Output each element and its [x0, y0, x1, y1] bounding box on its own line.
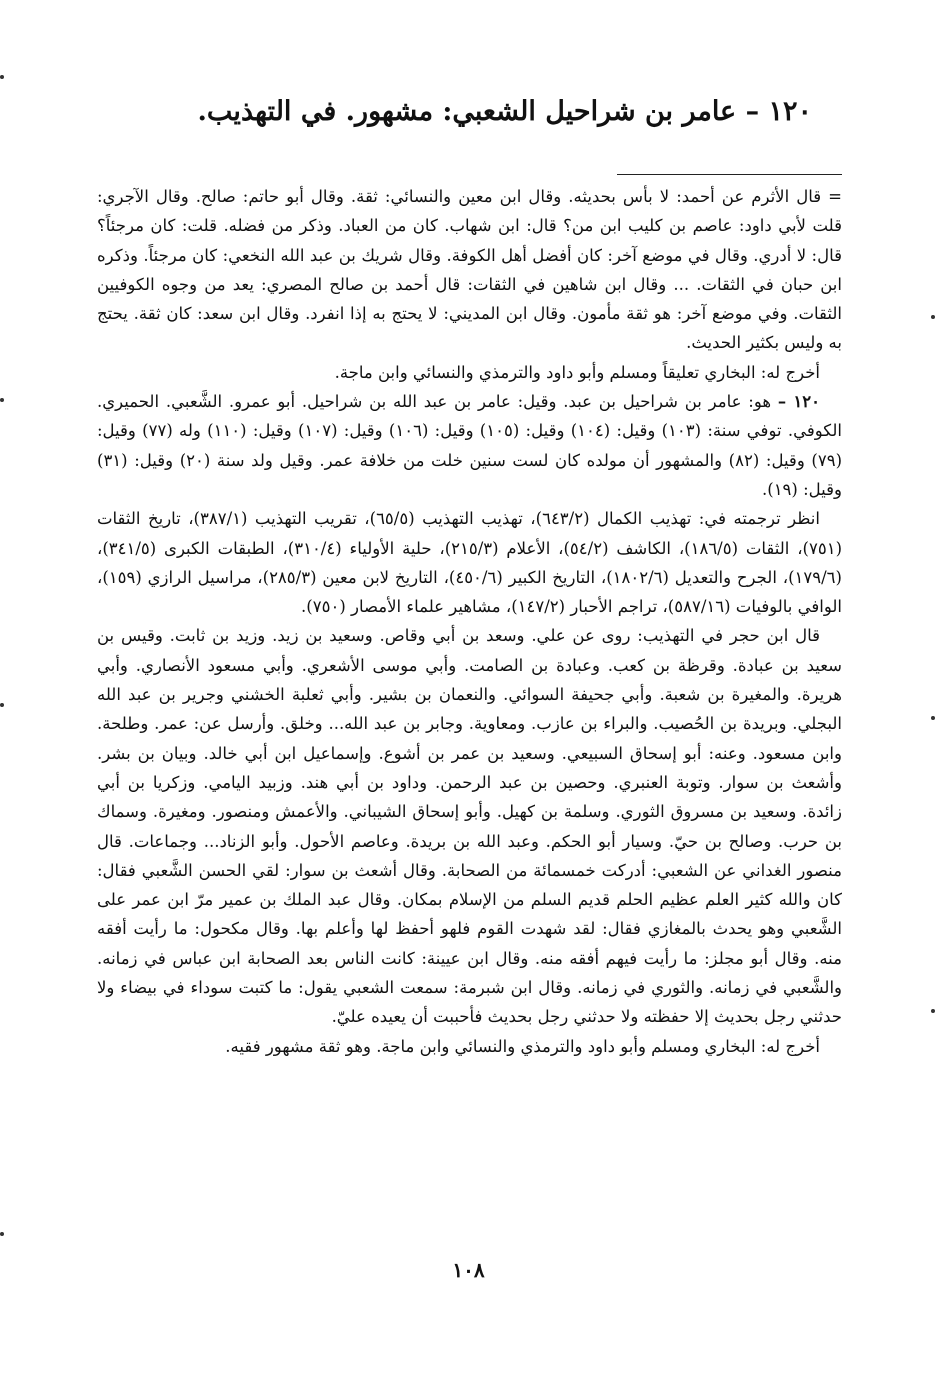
entry-number: ١٢٠: [768, 96, 812, 127]
footnote-takhrij-previous: أخرج له: البخاري تعليقاً ومسلم وأبو داود والترمذي والنسائي وابن ماجة.: [334, 362, 820, 382]
footnote-takhrij: أخرج له: البخاري ومسلم وأبو داود والترمذي والنسائي وابن ماجة. وهو ثقة مشهور فقيه.: [225, 1036, 820, 1056]
footnote-biography-text: هو: عامر بن شراحيل بن عبد. وقيل: عامر بن عبد الله بن شراحيل. أبو عمرو. الشَّعبي. الحميري. الكوفي. توفي سنة: (١٠٣) وقيل: (١٠٤) وقيل: (١٠٥) وقيل: (١٠٦) وقيل: (١٠٧) وقيل: (١١٠) وله (٧٧) وقيل: (٧٩) وقيل: (٨٢) والمشهور أن مولده كان لست سنين خلت من خلافة عمر. وقيل ولد سنة (٢٠) وقيل: (٣١) وقيل: (١٩).: [97, 392, 842, 499]
footnotes: [97, 182, 842, 1061]
margin-dot: [931, 1009, 935, 1013]
margin-dot: [931, 716, 935, 720]
margin-dot: [0, 75, 4, 79]
footnote-sources: انظر ترجمته في: تهذيب الكمال (٦٤٣/٢)، تهذيب التهذيب (٦٥/٥)، تقريب التهذيب (٣٨٧/١)، تاريخ الثقات (٧٥١)، الثقات (١٨٦/٥)، الكاشف (٥٤/٢)، الأعلام (٢١٥/٣)، حلية الأولياء (٣١٠/٤)، الطبقات الكبرى (٣٤١/٥)، (١٧٩/٦)، الجرح والتعديل (١٨٠٢/٦)، التاريخ الكبير (٤٥٠/٦)، التاريخ لابن معين (٢٨٥/٣)، مراسيل الرازي (١٥٩)، الوافي بالوفيات (٥٨٧/١٦)، تراجم الأحبار (١٤٧/٢)، مشاهير علماء الأمصار (٧٥٠).: [97, 509, 842, 617]
margin-dot: [0, 1232, 4, 1236]
footnote-continuation: = قال الأثرم عن أحمد: لا بأس بحديثه. وقال ابن معين والنسائي: ثقة. وقال أبو حاتم: صالح. وقال الآجري: قلت لأبي داود: عاصم بن كليب ابن من؟ قال: ابن شهاب. كان من العباد. وذكر من فضله. قلت: كان مرجئاً؟ قال: لا أدري. وقال في موضع آخر: كان أفضل أهل الكوفة. وقال شريك بن عبد الله النخعي: كان مرجئاً. وذكره ابن حبان في الثقات. ... وقال ابن شاهين في الثقات: قال أحمد بن صالح المصري: يعد من وجوه الكوفيين الثقات. وفي موضع آخر: هو ثقة مأمون. وقال ابن المديني: لا يحتج به إذا انفرد. وقال ابن سعد: كان ثقة. يحتج به وليس بكثير الحديث.: [97, 187, 842, 353]
entry-dash: –: [745, 96, 760, 127]
margin-dot: [931, 315, 935, 319]
footnote-number: ١٢٠ –: [777, 392, 820, 412]
footnote-biography: [97, 387, 842, 504]
margin-dot: [0, 398, 4, 402]
margin-dot: [0, 703, 4, 707]
footnote-ibn-hajar: قال ابن حجر في التهذيب: روى عن علي. وسعد بن أبي وقاص. وسعيد بن زيد. وزيد بن ثابت. وقيس بن سعيد بن عبادة. وقرظة بن كعب. وعبادة بن الصامت. وأبي موسى الأشعري. وأبي مسعود الأنصاري. وأبي هريرة. والمغيرة بن شعبة. وأبي جحيفة السوائي. والنعمان بن بشير. وأبي ثعلبة الخشني وجرير بن عبد الله البجلي. وبريدة بن الحُصيب. والبراء بن عازب. ومعاوية. وجابر بن عبد الله... وخلق. وأرسل عن: عمر. وطلحة. وابن مسعود. وعنه: أبو إسحاق السبيعي. وسعيد بن عمر بن أشوع. وإسماعيل ابن أبي خالد. وبيان بن بشر. وأشعث بن سوار. وتوبة العنبري. وحصين بن عبد الرحمن. وداود بن أبي هند. وزبيد اليامي. وزكريا بن أبي زائدة. وسعيد بن مسروق الثوري. وسلمة بن كهيل. وأبو إسحاق الشيباني. والأعمش ومنصور. ومغيرة. وسماك بن حرب. وصالح بن حيّ. وسيار أبو الحكم. وعبد الله بن بريدة. وعاصم الأحول. وأبو الزناد... وجماعات. قال منصور الغداني عن الشعبي: أدركت خمسمائة من الصحابة. وقال أشعث بن سوار: لقي الحسن الشَّعبي فقال: كان والله كثير العلم عظيم الحلم قديم السلم من الإسلام بمكان. وقال عبد الملك بن عمير مرّ ابن عمر على الشَّعبي وهو يحدث بالمغازي فقال: لقد شهدت القوم فلهو أحفظ لها وأعلم بها. وقال مكحول: ما رأيت أفقه منه. وقال أبو مجلز: ما رأيت فيهم أفقه منه. وقال ابن عيينة: كانت الناس بعد الصحابة ابن عباس في زمانه. والشَّعبي في زمانه. والثوري في زمانه. وقال ابن شبرمة: سمعت الشعبي يقول: ما كتبت سوداء في بيضاء ولا حدثني رجل بحديث إلا حفظته ولا حدثني رجل بحديث فأحببت أن يعيده عليّ.: [97, 626, 842, 1027]
entry-heading: [112, 92, 812, 132]
footnote-separator: [617, 174, 842, 175]
page-number: ١٠٨: [452, 1258, 485, 1282]
entry-title: عامر بن شراحيل الشعبي: مشهور. في التهذيب.: [197, 96, 737, 127]
